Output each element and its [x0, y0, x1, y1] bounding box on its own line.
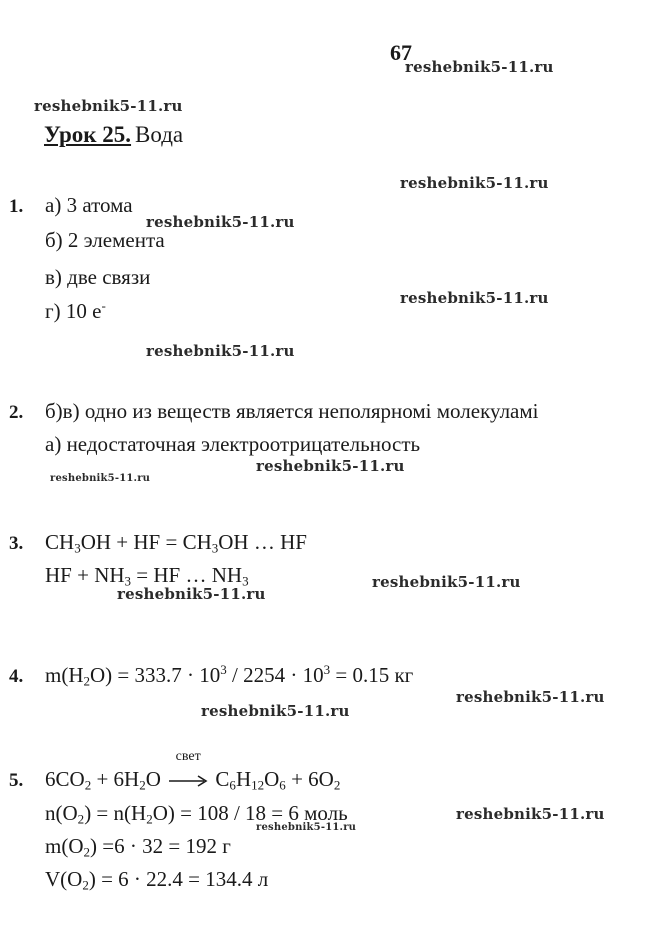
task-line: а) 3 атома	[45, 193, 133, 217]
task-line: б) 2 элемента	[45, 228, 165, 252]
lesson-title	[44, 122, 183, 148]
watermark: reshebnik5-11.ru	[256, 822, 357, 833]
watermark: reshebnik5-11.ru	[400, 174, 549, 192]
task-number: 3.	[9, 533, 24, 554]
watermark: reshebnik5-11.ru	[372, 573, 521, 591]
watermark: reshebnik5-11.ru	[146, 213, 295, 231]
equation-line: $CH_3OH$ + HF = $CH_3OH$ … HF	[45, 530, 307, 556]
watermark: reshebnik5-11.ru	[456, 688, 605, 706]
task-line: в) две связи	[45, 265, 151, 289]
task-line: г) 10 е-	[45, 298, 106, 323]
task-number: 1.	[9, 196, 24, 217]
equation-line: $m(H_2O) = 333.7 \cdot 10^3 / 2254 \cdot 10^3 = 0.15$ кг	[45, 662, 414, 689]
watermark: reshebnik5-11.ru	[34, 97, 183, 115]
watermark: reshebnik5-11.ru	[50, 473, 151, 484]
electron-count: г) 10 е	[45, 299, 102, 323]
equation-line: $n(O_2) = n(H_2O) = 108 / 18 = 6$ моль	[45, 801, 348, 827]
watermark: reshebnik5-11.ru	[256, 457, 405, 475]
lesson-label: Урок 25.	[44, 122, 132, 147]
watermark: reshebnik5-11.ru	[400, 289, 549, 307]
task-line: б)в) одно из веществ является неполярномі молекуламі	[45, 399, 539, 423]
task-number: 5.	[9, 770, 24, 791]
lesson-topic: Вода	[135, 122, 184, 147]
reaction-arrow	[166, 749, 210, 792]
task-line: а) недостаточная электроотрицательность	[45, 432, 421, 456]
watermark: reshebnik5-11.ru	[117, 585, 266, 603]
equation-line: $m(O_2) =6 \cdot 32 = 192$ г	[45, 834, 231, 860]
page-number: 67	[390, 40, 412, 65]
watermark: reshebnik5-11.ru	[405, 58, 554, 76]
equation-line: HF + $NH_3$ = HF … $NH_3$	[45, 563, 249, 589]
task-number: 2.	[9, 402, 24, 423]
task-number: 4.	[9, 666, 24, 687]
watermark: reshebnik5-11.ru	[146, 342, 295, 360]
equation-line: $V(O_2) = 6 \cdot 22.4 = 134.4$ л	[45, 867, 269, 893]
watermark: reshebnik5-11.ru	[201, 702, 350, 720]
arrow-label: свет	[175, 749, 201, 764]
reaction-equation: $6CO_2 + 6H_2O$ свет $C_6H_{12}O_6 + 6O_2$	[45, 749, 341, 793]
arrow-icon	[168, 774, 208, 788]
watermark: reshebnik5-11.ru	[456, 805, 605, 823]
